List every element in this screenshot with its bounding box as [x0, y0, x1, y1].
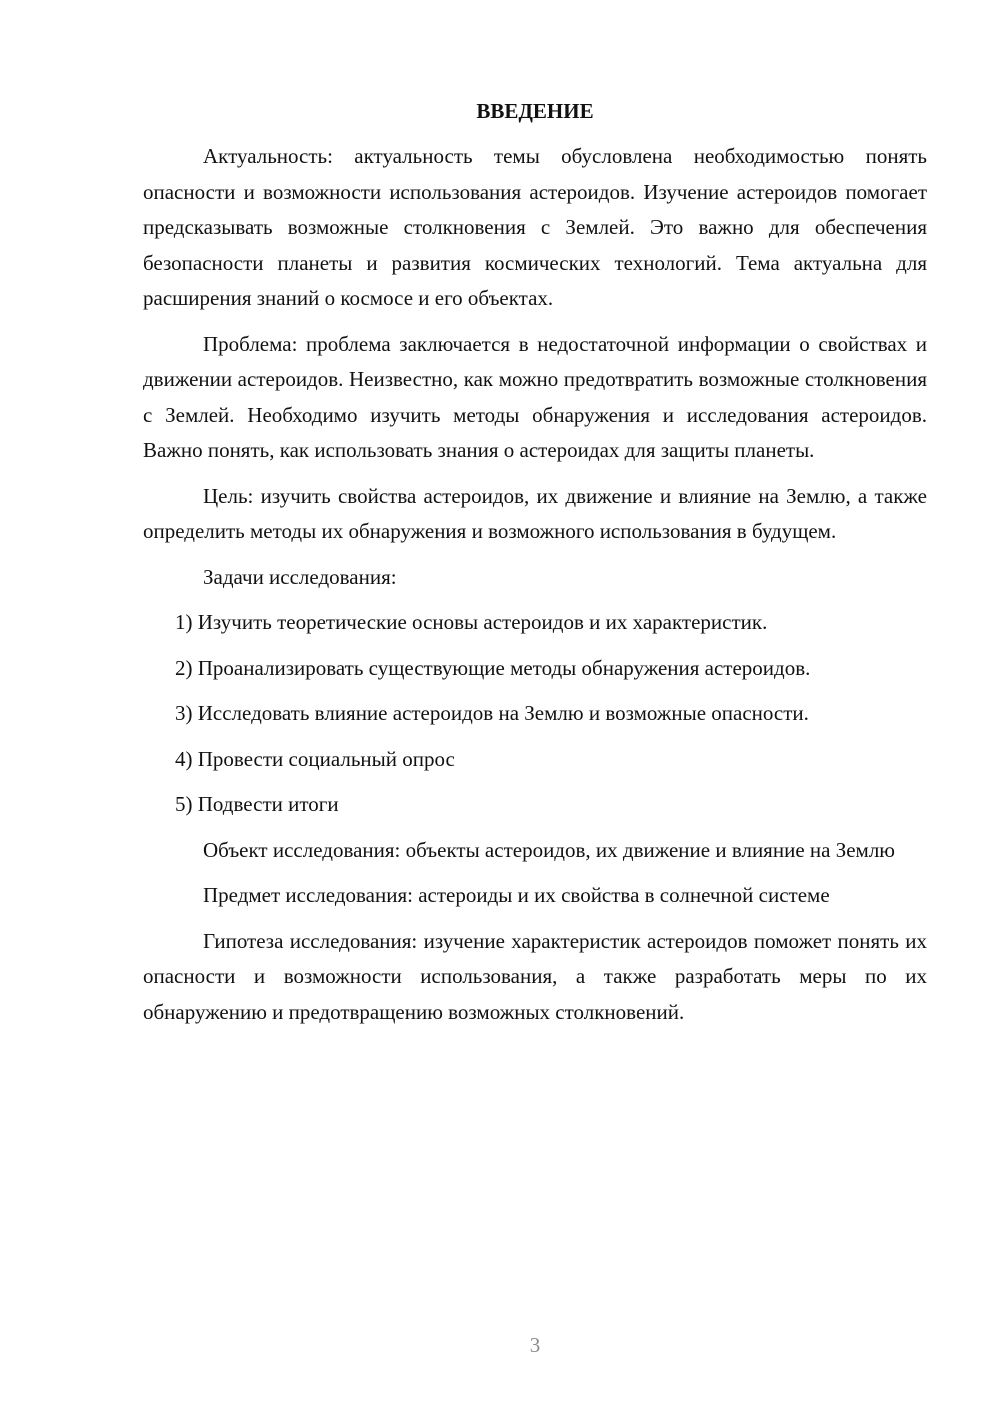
paragraph-object: Объект исследования: объекты астероидов, их движение и влияние на Землю: [203, 837, 895, 862]
paragraph-subject: Предмет исследования: астероиды и их свойства в солнечной системе: [203, 883, 830, 907]
document-page: [143, 94, 927, 1040]
task-item-2: 2) Проанализировать существующие методы обнаружения астероидов.: [175, 655, 811, 680]
paragraph-goal: Цель: изучить свойства астероидов, их движение и влияние на Землю, а также определить методы их обнаружения и возможного использования в будущем.: [143, 483, 927, 543]
task-item-4: 4) Провести социальный опрос: [175, 746, 455, 771]
task-item-3: 3) Исследовать влияние астероидов на Землю и возможные опасности.: [175, 701, 809, 725]
section-heading: ВВЕДЕНИЕ: [476, 99, 594, 123]
paragraph-tasks-title: Задачи исследования:: [203, 564, 397, 589]
page-number: 3: [529, 1333, 541, 1357]
paragraph-hypothesis: Гипотеза исследования: изучение характеристик астероидов поможет понять их опасности и возможности использования, а также разработать меры по их обнаружению и предотвращению возможных столкновений.: [143, 928, 927, 1024]
paragraph-relevance: Актуальность: актуальность темы обусловлена необходимостью понять опасности и возможности использования астероидов. Изучение астероидов помогает предсказывать возможные столкновения с Землей. Это важно для обеспечения безопасности планеты и развития космических технологий. Тема актуальна для расширения знаний о космосе и его объектах.: [143, 144, 927, 310]
paragraph-problem: Проблема: проблема заключается в недостаточной информации о свойствах и движении астероидов. Неизвестно, как можно предотвратить возможные столкновения с Землей. Необходимо изучить методы обнаружения и исследования астероидов. Важно понять, как использовать знания о астероидах для защиты планеты.: [143, 331, 927, 462]
task-item-5: 5) Подвести итоги: [175, 792, 339, 816]
task-item-1: 1) Изучить теоретические основы астероидов и их характеристик.: [175, 610, 768, 634]
